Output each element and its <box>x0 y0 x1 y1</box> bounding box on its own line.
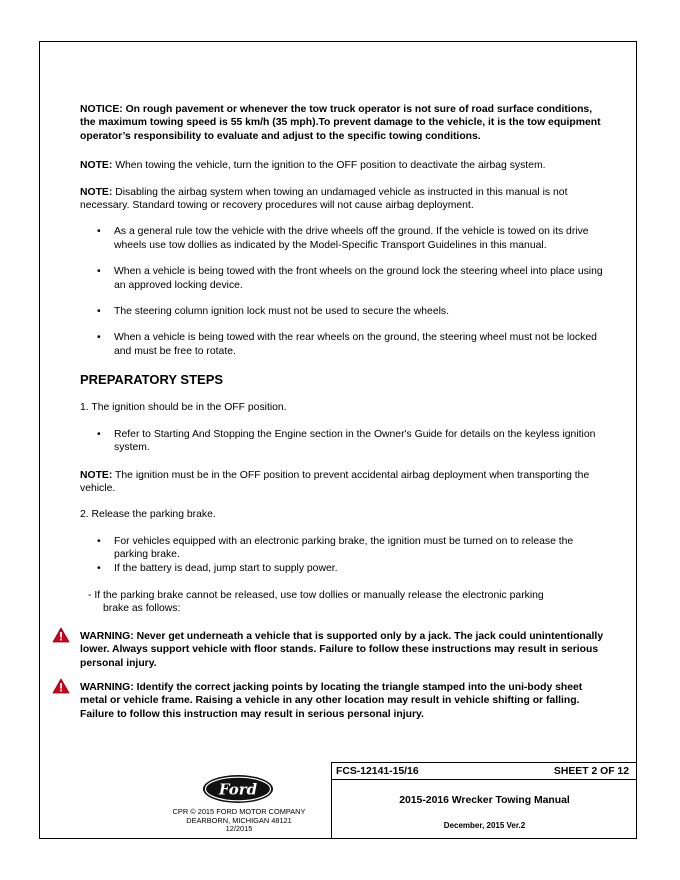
document-body <box>80 103 605 732</box>
list-item: • When a vehicle is being towed with the rear wheels on the ground, the steering wheel must not be locked and must be free to rotate. <box>80 331 605 358</box>
list-item: • When a vehicle is being towed with the front wheels on the ground lock the steering wheel into place using an approved locking device. <box>80 265 605 292</box>
note-airbag-disable <box>80 186 605 213</box>
manual-title: 2015-2016 Wrecker Towing Manual <box>399 795 570 806</box>
warning-text: WARNING: Identify the correct jacking points by locating the triangle stamped into the uni-body sheet metal or vehicle frame. Raising a vehicle in any other location may result in vehicle shifting or falling. Failure to follow this instruction may result in serious personal injury. <box>80 681 583 720</box>
warning-icon <box>52 627 70 643</box>
list-item: • If the battery is dead, jump start to supply power. <box>80 562 605 575</box>
title-block-header <box>332 763 637 780</box>
title-block <box>331 762 637 839</box>
warning-jack <box>80 630 605 670</box>
step-1-list <box>80 428 605 455</box>
dash-note-line2: brake as follows: <box>103 603 181 615</box>
logo-text: Ford <box>218 780 258 799</box>
warning-jacking-points <box>80 681 605 721</box>
manual-date: December, 2015 Ver.2 <box>443 821 526 830</box>
step-2: 2. Release the parking brake. <box>80 509 216 521</box>
copyright-block <box>160 808 318 834</box>
note-airbag-off <box>80 159 605 172</box>
note-label: NOTE: <box>80 469 113 481</box>
step-1: 1. The ignition should be in the OFF position. <box>80 402 287 414</box>
cpr-line: DEARBORN, MICHIGAN 48121 <box>186 815 292 825</box>
warning-icon <box>52 678 70 694</box>
notice-text: NOTICE: On rough pavement or whenever the tow truck operator is not sure of road surface conditions, the maximum towing speed is 55 km/h (35 mph).To prevent damage to the vehicle, it is the tow equipment operator’s responsibility to evaluate and adjust to the specific towing conditions. <box>80 104 601 142</box>
towing-rules-list <box>80 225 605 358</box>
cpr-line: CPR © 2015 FORD MOTOR COMPANY <box>172 807 306 816</box>
note-ignition-off <box>80 469 605 496</box>
sheet-number: SHEET 2 OF 12 <box>553 765 629 777</box>
note-text: When towing the vehicle, turn the ignition to the OFF position to deactivate the airbag system. <box>112 160 546 172</box>
section-title: PREPARATORY STEPS <box>80 372 224 388</box>
note-label: NOTE: <box>80 160 113 172</box>
list-item: • The steering column ignition lock must not be used to secure the wheels. <box>80 305 605 318</box>
cpr-line: 12/2015 <box>225 824 253 834</box>
parking-brake-note <box>80 589 605 616</box>
ford-logo <box>202 774 274 804</box>
dash-note-line1: - If the parking brake cannot be released, use tow dollies or manually release the electronic parking <box>88 589 544 601</box>
warning-text: WARNING: Never get underneath a vehicle that is supported only by a jack. The jack could unintentionally lower. Always support vehicle with floor stands. Failure to follow these instructions may result in serious personal injury. <box>80 630 604 669</box>
ford-oval-icon <box>202 774 274 804</box>
list-item: • As a general rule tow the vehicle with the drive wheels off the ground. If the vehicle is towed on its drive wheels use tow dollies as indicated by the Model-Specific Transport Guidelines in this manual. <box>80 225 605 252</box>
note-label: NOTE: <box>80 186 113 198</box>
list-item: • Refer to Starting And Stopping the Engine section in the Owner's Guide for details on the keyless ignition system. <box>80 428 605 455</box>
step-2-list <box>80 535 605 575</box>
note-text: The ignition must be in the OFF position to prevent accidental airbag deployment when transporting the vehicle. <box>80 469 590 494</box>
list-item: • For vehicles equipped with an electronic parking brake, the ignition must be turned on to release the parking brake. <box>80 535 605 562</box>
doc-number: FCS-12141-15/16 <box>336 765 419 777</box>
note-text: Disabling the airbag system when towing an undamaged vehicle as instructed in this manual is not necessary. Standard towing or recovery procedures will not cause airbag deployment. <box>80 186 568 212</box>
